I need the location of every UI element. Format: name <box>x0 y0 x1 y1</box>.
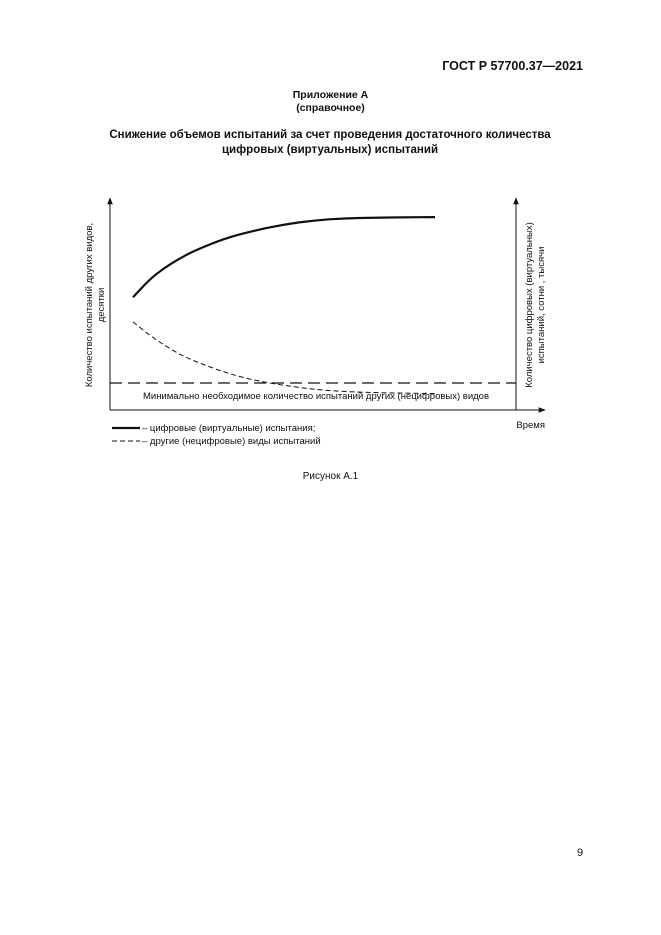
series-line-digital <box>133 217 435 297</box>
left-axis-label-line2: десятки <box>96 287 107 323</box>
right-axis-label-line1: Количество цифровых (виртуальных) <box>524 222 535 388</box>
appendix-note: (справочное) <box>296 102 365 114</box>
appendix-title: Приложение А <box>292 89 369 101</box>
legend-label-nondigital: – другие (нецифровые) виды испытаний <box>142 436 321 447</box>
x-axis-label: Время <box>516 420 545 431</box>
figure-title-line2: цифровых (виртуальных) испытаний <box>221 144 439 156</box>
threshold-label: Минимально необходимое количество испытаний других (нецифровых) видов <box>142 391 490 402</box>
right-axis-label-line2: испытаний, сотни , тысячи <box>536 246 547 364</box>
legend <box>112 423 321 447</box>
figure-caption: Рисунок А.1 <box>302 471 359 482</box>
legend-label-digital: – цифровые (виртуальные) испытания; <box>142 423 316 434</box>
standard-code: ГОСТ Р 57700.37—2021 <box>442 59 583 73</box>
figure-title-line1: Снижение объемов испытаний за счет проведения достаточного количества <box>109 129 551 141</box>
page-number: 9 <box>577 847 584 859</box>
left-axis-label-line1: Количество испытаний других видов, <box>84 222 95 388</box>
